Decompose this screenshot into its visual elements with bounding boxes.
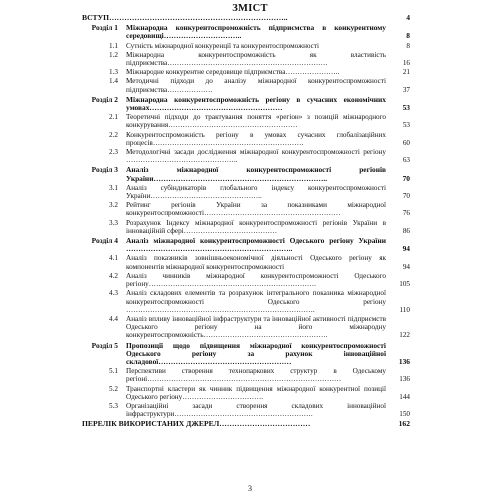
toc-label: Розділ 3 xyxy=(91,165,118,175)
toc-page-number: 37 xyxy=(402,85,410,94)
toc-subentry xyxy=(82,219,410,235)
toc-subentry xyxy=(82,315,410,340)
toc-label: 5.1 xyxy=(109,367,118,376)
toc-section xyxy=(82,237,410,253)
toc-page-number: 136 xyxy=(399,375,410,384)
toc-section xyxy=(82,166,410,182)
toc-label: 2.1 xyxy=(109,113,118,122)
toc-label: 2.3 xyxy=(109,148,118,157)
toc-text: Міжнародне конкурентне середовище підприємства………………….. xyxy=(126,68,340,77)
toc-section xyxy=(82,96,410,112)
toc-subentry xyxy=(82,289,410,314)
toc-label: 3.1 xyxy=(109,183,118,192)
toc-label: 5.2 xyxy=(109,384,118,393)
toc-text: Міжнародна конкурентоспроможність як властивість підприємства…………………………………………………………. xyxy=(126,50,386,68)
toc-page-number: 110 xyxy=(399,305,410,314)
toc-label: 4.3 xyxy=(109,289,118,298)
toc-text: Аналіз впливу інноваційної інфраструктури та інноваційної активності підприємств Одеського регіону на його міжнародну конкурентоспроможність……………………………………………. xyxy=(126,314,386,340)
toc-page-number: 21 xyxy=(402,68,410,77)
toc-text: Міжнародна конкурентоспроможність регіону в сучасних економічних умовах……………………………………………… xyxy=(126,95,386,113)
toc-text: Транспортні кластери як чинник підвищення міжнародної конкурентної позиції Одеського регіону……………………………. xyxy=(126,384,386,401)
toc-page-number: 16 xyxy=(402,59,410,68)
toc-text: Теоретичні підходи до трактування поняття «регіон» з позицій міжнародного конкурування……………………………………………… xyxy=(126,113,386,130)
toc-page-number: 8 xyxy=(406,31,410,41)
toc-text: Розрахунок Індексу міжнародної конкурентоспроможності регіонів України в інноваційній сфері………………………………… xyxy=(126,218,386,235)
toc-subentry xyxy=(82,148,410,164)
toc-page-number: 60 xyxy=(402,138,410,147)
toc-text: Методичні підходи до аналізу міжнародної конкурентоспроможності підприємства………………. xyxy=(126,77,386,94)
toc-page-number: 150 xyxy=(399,410,410,419)
toc-page-number: 86 xyxy=(402,226,410,235)
toc-label: 1.2 xyxy=(109,50,118,59)
toc-subentry xyxy=(82,184,410,200)
toc-page-number: 94 xyxy=(402,262,410,271)
page-title: ЗМІСТ xyxy=(232,3,268,14)
toc-label: 4.2 xyxy=(109,271,118,280)
toc-section xyxy=(82,24,410,40)
toc-label: 4.1 xyxy=(109,254,118,263)
toc-subentry xyxy=(82,272,410,288)
toc-subentry xyxy=(82,77,410,93)
toc-label: Розділ 2 xyxy=(91,94,118,104)
toc-text: Аналіз міжнародної конкурентоспроможності регіонів України…………………………………………………………….. xyxy=(126,166,386,183)
toc-subentry xyxy=(82,385,410,401)
page-number: 3 xyxy=(248,484,252,493)
toc-subentry xyxy=(82,51,410,67)
toc-label: 1.3 xyxy=(109,68,118,77)
toc-page-number: 8 xyxy=(406,41,410,50)
toc-text: Методологічні засади дослідження міжнародної конкурентоспроможності регіону ……………………………………….. xyxy=(126,148,386,165)
toc-text: Пропозиції щодо підвищення міжнародної конкурентоспроможності Одеського регіону за рахунок інноваційної складової……………………………………………… xyxy=(126,341,386,366)
toc-label: 2.2 xyxy=(109,130,118,139)
toc-entry xyxy=(82,14,410,22)
toc-subentry xyxy=(82,68,410,76)
toc-text: Конкурентоспроможність регіону в умовах сучасних глобалізаційних процесів……………………………………………………… xyxy=(126,130,386,147)
toc-label: Розділ 5 xyxy=(91,340,118,350)
toc-label: 4.4 xyxy=(109,314,118,323)
toc-page-number: 144 xyxy=(399,392,410,401)
toc-text: ПЕРЕЛІК ВИКОРИСТАНИХ ДЖЕРЕЛ……………………………… xyxy=(82,420,311,429)
toc-label: 1.4 xyxy=(109,77,118,86)
toc-text: Сутність міжнародної конкуренції та конкурентоспроможності xyxy=(126,41,320,50)
toc-subentry xyxy=(82,113,410,129)
toc-page-number: 122 xyxy=(399,331,410,340)
toc-label: Розділ 1 xyxy=(91,23,118,33)
toc-text: Аналіз міжнародної конкурентоспроможності Одеського регіону України ………………………………………………………….. xyxy=(126,237,386,254)
toc-page-number: 4 xyxy=(406,13,410,22)
toc-page-number: 162 xyxy=(398,419,410,429)
toc-page-number: 53 xyxy=(402,121,410,130)
toc-page-number: 136 xyxy=(398,356,410,366)
toc-section xyxy=(82,342,410,367)
toc-label: Розділ 4 xyxy=(91,236,118,246)
toc-text: Аналіз субіндикаторів глобального індексу конкурентоспроможності України……………………………………….. xyxy=(126,183,386,201)
toc-subentry xyxy=(82,42,410,50)
toc-page-number: 76 xyxy=(402,209,410,218)
toc-entry xyxy=(82,420,410,428)
toc-text: Рейтинг регіонів України за показниками міжнародної конкурентоспроможності………………………………………………… xyxy=(126,201,386,218)
toc-subentry xyxy=(82,254,410,270)
toc-page-number: 70 xyxy=(402,192,410,201)
toc-text: Перспективи створення технопаркових структур в Одеському регіоні……………………………………………………………………… xyxy=(126,367,386,384)
toc-text: ВСТУП…………………………………………………………….. xyxy=(82,14,288,22)
toc-subentry xyxy=(82,402,410,418)
toc-page-number: 70 xyxy=(402,173,410,183)
toc-page-number: 53 xyxy=(402,103,410,113)
toc-subentry xyxy=(82,201,410,217)
toc-text: Аналіз чинників міжнародної конкурентоспроможності Одеського регіону……………………………………………………………. xyxy=(126,271,386,289)
table-of-contents xyxy=(82,14,410,429)
toc-page-number: 94 xyxy=(402,244,410,254)
toc-label: 5.3 xyxy=(109,401,118,410)
toc-label: 1.1 xyxy=(109,41,118,50)
toc-label: 3.2 xyxy=(109,201,118,210)
toc-label: 3.3 xyxy=(109,218,118,227)
toc-text: Міжнародна конкурентоспроможність підприємства в конкурентному середовищі………………………….. xyxy=(126,24,386,41)
toc-text: Організаційні засади створення складових інноваційної інфраструктури…………………………………………………. xyxy=(126,401,386,419)
toc-text: Аналіз показників зовнішньоекономічної діяльності Одеського регіону як компонентів міжнародної конкурентоспроможності xyxy=(126,254,386,271)
toc-page-number: 105 xyxy=(399,280,410,289)
toc-text: Аналіз складових елементів та розрахунок інтегрального показника міжнародної конкурентоспроможності Одеського регіону ……………………………………………………………………. xyxy=(126,289,386,314)
toc-subentry xyxy=(82,131,410,147)
toc-subentry xyxy=(82,367,410,383)
toc-page-number: 63 xyxy=(402,156,410,165)
